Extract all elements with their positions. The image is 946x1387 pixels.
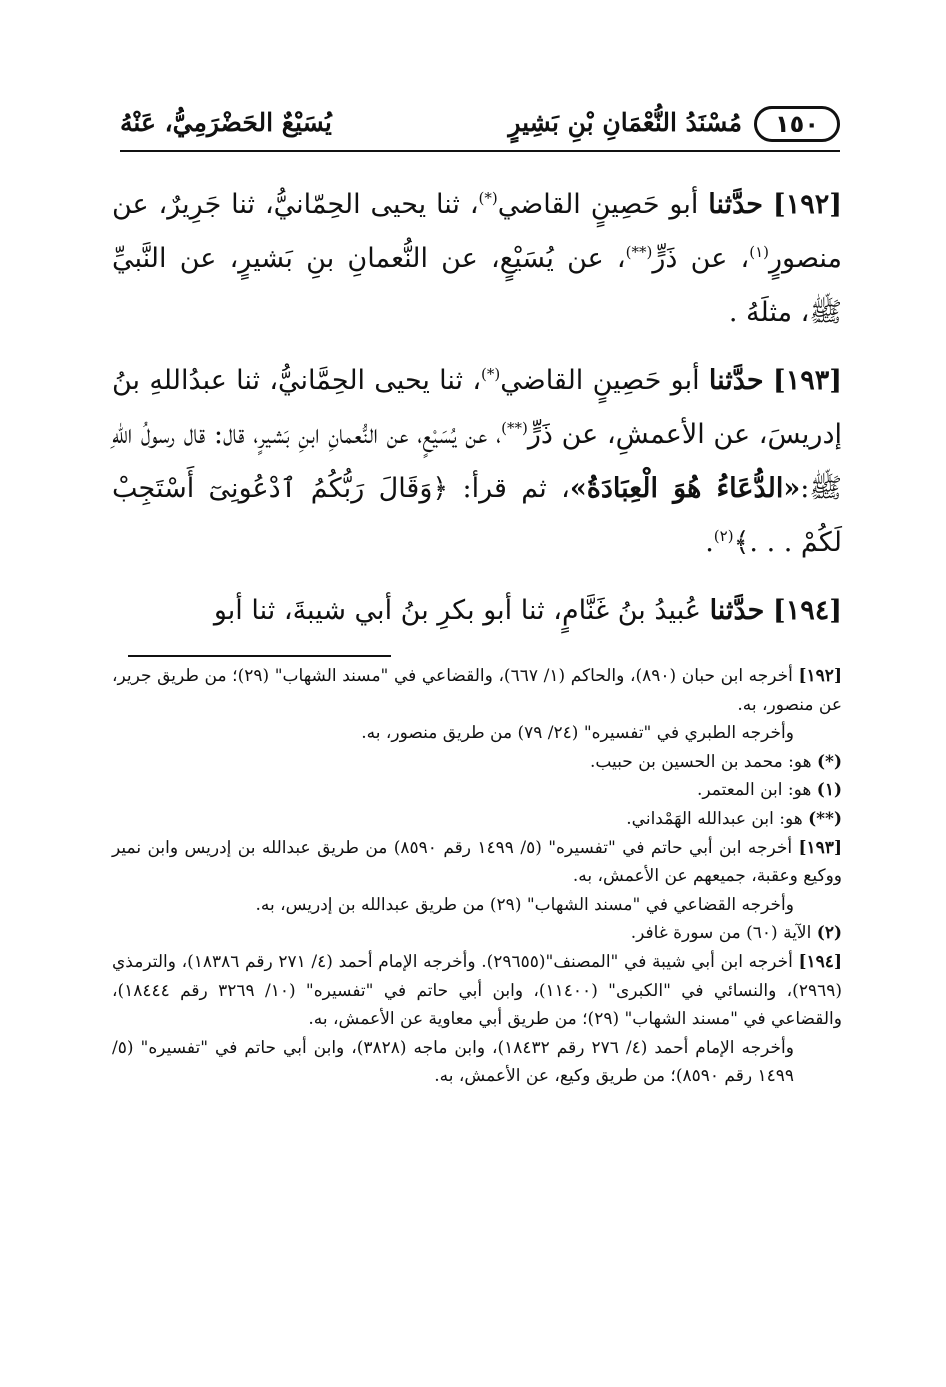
footnote-mark: (١) [816, 780, 842, 801]
hadith-194 [112, 584, 842, 638]
footnote-text: وأخرجه الإمام أحمد (٤/ ٢٧٦ رقم ١٨٤٣٢)، وابن ماجه (٣٨٢٨)، وابن أبي حاتم في "تفسيره" (٥/ ١٤٩٩ رقم ٨٥٩٠)؛ من طريق وكيع، عن الأعمش، به. [112, 1037, 794, 1087]
hadith-number: [١٩٤] [772, 595, 842, 626]
footnote-ref: (٢) [713, 527, 734, 545]
footnote-ref: (*) [481, 365, 501, 383]
footnote [112, 948, 842, 1034]
footnote-mark: (٢) [816, 923, 842, 944]
section-title: يُسَيْعٌ الحَضْرَمِيُّ، عَنْهُ [120, 108, 332, 137]
footnote-text: هو: محمد بن الحسين بن حبيب. [589, 751, 812, 772]
footnote-text: هو: ابن المعتمر. [697, 780, 812, 801]
footnote-mark: (**) [808, 808, 842, 829]
footnote [112, 662, 842, 719]
footnote [112, 776, 842, 805]
footnote-text: وأخرجه القضاعي في "مسند الشهاب" (٢٩) من طريق عبدالله بن إدريس، به. [255, 894, 794, 915]
hadith-text: . [705, 527, 714, 558]
footnote-text: وأخرجه الطبري في "تفسيره" (٢٤/ ٧٩) من طريق منصور، به. [361, 723, 794, 744]
footnote-ref: (**) [501, 419, 528, 437]
footnote-text: أخرجه ابن أبي شيبة في "المصنف"(٢٩٦٥٥). وأخرجه الإمام أحمد (٤/ ٢٧١ رقم ١٨٣٨٦)، والترمذي (٢٩٦٩)، والنسائي في "الكبرى" (١١٤٠٠)، وابن أبي حاتم في "تفسيره" (١٠/ ٣٢٦٩ رقم ١٨٤٤٤)، والقضاعي في "مسند الشهاب" (٢٩)؛ من طريق أبي معاوية عن الأعمش، به. [112, 951, 842, 1030]
footnote [112, 919, 842, 948]
footnote-text: أخرجه ابن حبان (٨٩٠)، والحاكم (١/ ٦٦٧)، والقضاعي في "مسند الشهاب" (٢٩)؛ من طريق جرير، عن منصور، به. [112, 666, 842, 715]
footnote [112, 834, 842, 891]
footnote-mark: [١٩٢] [798, 666, 842, 686]
hadith-text: ، عن يُسَيْعٍ، عن النُّعمانِ بنِ بَشيرٍ، عن النَّبيِّ ﷺ، مثلَهُ . [112, 243, 842, 328]
quran-verse: ﴿وَقَالَ رَبُّكُمُ ٱدْعُونِىٓ أَسْتَجِبْ لَكُمْ . . .﴾ [112, 473, 842, 558]
prophetic-quote: «الدُّعَاءُ هُوَ الْعِبَادَةُ» [569, 473, 801, 504]
page-number-badge [754, 106, 840, 142]
header-divider [120, 150, 840, 152]
haddathana: حدَّثنا [708, 189, 764, 220]
footnote-ref: (١) [749, 243, 769, 261]
footnote-ref: (**) [625, 243, 653, 261]
footnote-text: الآية (٦٠) من سورة غافر. [630, 923, 812, 944]
main-text [112, 178, 842, 652]
hadith-192 [112, 178, 842, 340]
footnote [112, 891, 842, 920]
footnote-mark: [١٩٤] [798, 951, 842, 972]
footnote-divider [128, 655, 391, 657]
footnote-mark: [١٩٣] [798, 837, 842, 858]
hadith-text: ، عن ذَرٍّ [652, 243, 750, 274]
hadith-text: ، ثنا يحيى الحِمَّانيُّ، ثنا عبدُاللهِ بنُ إدريسَ، عن الأعمشِ، عن ذَرٍّ [112, 365, 842, 450]
footnote-mark: (*) [817, 751, 842, 772]
hadith-193 [112, 354, 842, 570]
footnote-text: هو: ابن عبدالله الهَمْداني. [626, 808, 803, 829]
footnote [112, 719, 842, 748]
hadith-text: ، ثم قرأ: [462, 473, 570, 504]
footnote [112, 748, 842, 777]
hadith-text: أبو حَصِينٍ القاضي [500, 365, 700, 396]
hadith-number: [١٩٢] [772, 189, 842, 220]
haddathana: حدَّثنا [708, 365, 764, 396]
footnote-ref: (*) [478, 189, 498, 207]
musnad-title: مُسْنَدُ النُّعْمَانِ بْنِ بَشِيرٍ [508, 108, 742, 137]
footnote [112, 805, 842, 834]
page-number: ١٥٠ [775, 110, 819, 138]
footnote-text: أخرجه ابن أبي حاتم في "تفسيره" (٥/ ١٤٩٩ رقم ٨٥٩٠) من طريق عبدالله بن إدريس وابن نمير ووكيع وعقبة، جميعهم عن الأعمش، به. [112, 837, 842, 887]
footnotes [112, 662, 842, 1091]
hadith-text: عُبيدُ بنُ غَنَّامٍ، ثنا أبو بكرِ بنُ أبي شيبةَ، ثنا أبو [213, 595, 701, 626]
footnote [112, 1034, 842, 1091]
hadith-text: ، عن يُسَيْعٍ، عن النُّعمانِ ابنِ بَشيرٍ، قال: قال رسولُ اللهِ ﷺ: [112, 419, 843, 504]
running-header [120, 104, 840, 148]
hadith-text: ، ثنا يحيى الحِمّانيُّ، ثنا جَرِيرٌ، عن منصورٍ [112, 189, 843, 274]
hadith-number: [١٩٣] [772, 365, 842, 396]
hadith-text: أبو حَصِينٍ القاضي [497, 189, 699, 220]
haddathana: حدَّثنا [709, 595, 765, 626]
